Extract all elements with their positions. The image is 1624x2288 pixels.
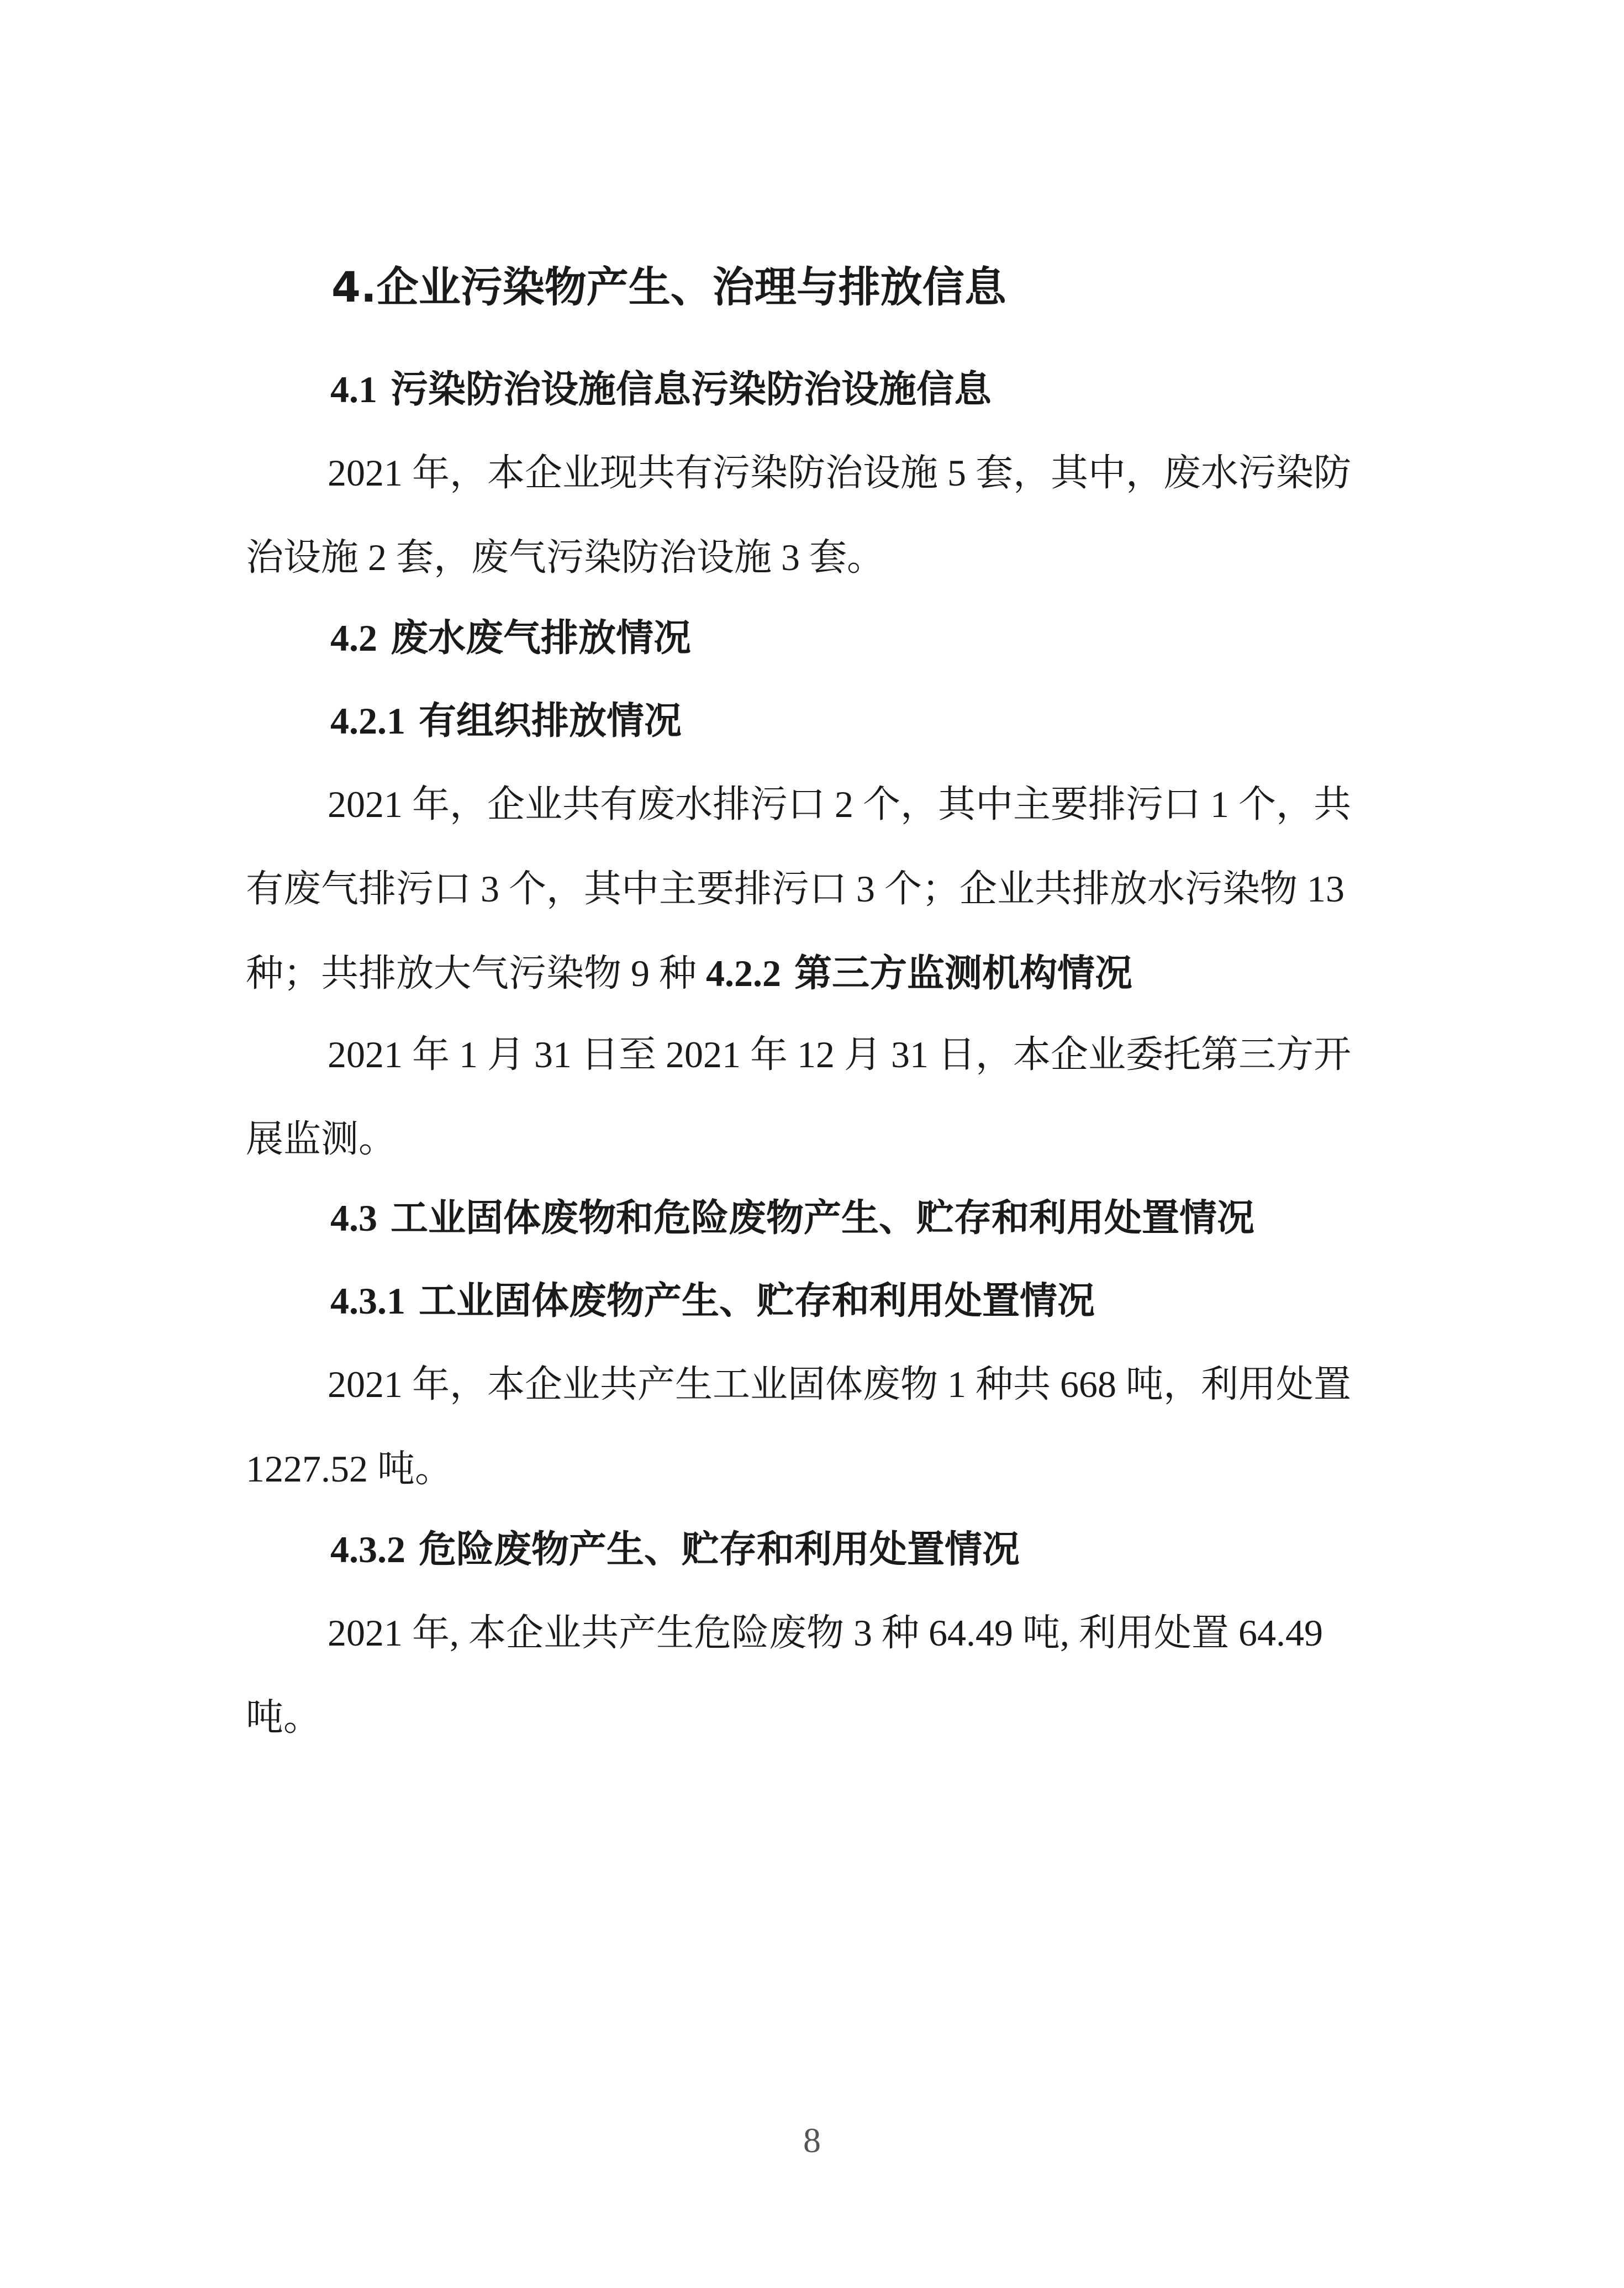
section-title: 第三方监测机构情况 bbox=[794, 952, 1133, 995]
section-title: 工业固体废物和危险废物产生、贮存和利用处置情况 bbox=[391, 1196, 1255, 1240]
section-title: 危险废物产生、贮存和利用处置情况 bbox=[419, 1528, 1020, 1572]
paragraph-discharge bbox=[246, 762, 1384, 1016]
section-number: 4.2.2 bbox=[706, 952, 782, 994]
section-heading-4-2 bbox=[330, 613, 691, 663]
section-number: 4.2.1 bbox=[330, 700, 405, 742]
section-title: 有组织排放情况 bbox=[419, 699, 682, 743]
section-title: 工业固体废物产生、贮存和利用处置情况 bbox=[419, 1279, 1095, 1323]
paragraph-text: 2021 年，企业共有废水排污口 2 个，其中主要排污口 1 个，共有废气排污口 3 个，其中主要排污口 3 个；企业共排放水污染物 13 种；共排放大气污染物 9 种 bbox=[246, 783, 1352, 994]
paragraph-text: 2021 年, 本企业共产生危险废物 3 种 64.49 吨, 利用处置 64.49 吨。 bbox=[246, 1612, 1324, 1738]
paragraph-hazardous-waste bbox=[246, 1591, 1384, 1760]
section-title: 废水废气排放情况 bbox=[391, 616, 692, 660]
chapter-heading: 4.企业污染物产生、治理与排放信息 bbox=[331, 262, 1006, 312]
paragraph-facilities bbox=[246, 431, 1384, 600]
section-heading-4-3-1 bbox=[330, 1276, 1095, 1326]
section-heading-4-3 bbox=[330, 1193, 1254, 1243]
section-number: 4.3.1 bbox=[330, 1280, 405, 1322]
section-heading-4-2-1 bbox=[330, 696, 682, 746]
paragraph-monitoring bbox=[246, 1013, 1384, 1182]
paragraph-text: 2021 年 1 月 31 日至 2021 年 12 月 31 日，本企业委托第三方开展监测。 bbox=[246, 1034, 1352, 1160]
inline-heading-4-2-2 bbox=[706, 952, 1132, 995]
paragraph-solid-waste bbox=[246, 1342, 1384, 1511]
section-heading-4-1 bbox=[330, 365, 992, 415]
section-number: 4.3.2 bbox=[330, 1528, 405, 1570]
page-number: 8 bbox=[803, 2121, 821, 2160]
section-title: 污染防治设施信息污染防治设施信息 bbox=[391, 368, 992, 412]
paragraph-text: 2021 年，本企业共产生工业固体废物 1 种共 668 吨，利用处置 1227.52 吨。 bbox=[246, 1363, 1352, 1490]
section-number: 4.1 bbox=[330, 368, 377, 410]
section-number: 4.3 bbox=[330, 1197, 377, 1239]
paragraph-text: 2021 年，本企业现共有污染防治设施 5 套，其中，废水污染防治设施 2 套，废气污染防治设施 3 套。 bbox=[246, 452, 1352, 578]
section-heading-4-3-2 bbox=[330, 1525, 1020, 1575]
section-number: 4.2 bbox=[330, 617, 377, 659]
